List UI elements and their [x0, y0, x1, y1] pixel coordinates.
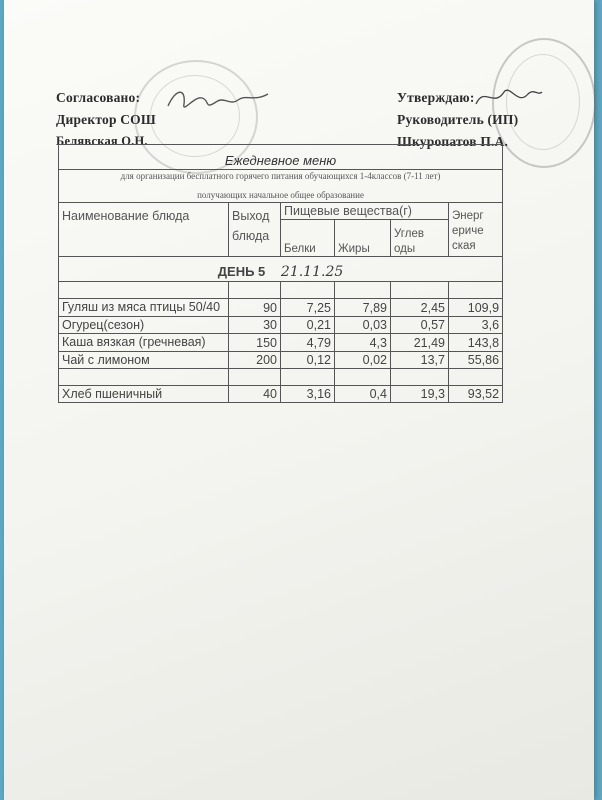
dish-protein: 7,25: [281, 299, 335, 317]
day-row: [59, 257, 503, 282]
manager-name: Шкуропатов П.А.: [397, 134, 509, 149]
dish-fat: 4,3: [335, 334, 391, 352]
col-energy-line3: ская: [452, 240, 476, 252]
col-fat: Жиры: [335, 220, 391, 257]
signature-right: [474, 82, 544, 112]
col-carbs: [391, 220, 449, 257]
menu-subtitle-line1: для организации бесплатного горячего питания обучающихся 1-4классов (7-11 лет): [120, 171, 441, 181]
col-yield-line2: блюда: [232, 229, 270, 243]
handwritten-date: 21.11.25: [280, 264, 344, 280]
col-protein: Белки: [281, 220, 335, 257]
dish-carbs: 0,57: [391, 317, 449, 334]
dish-carbs: 2,45: [391, 299, 449, 317]
dish-energy: 109,9: [449, 299, 503, 317]
dish-name: Огурец(сезон): [59, 317, 229, 334]
col-energy: [449, 203, 503, 257]
dish-energy: 3,6: [449, 317, 503, 334]
dish-name: Гуляш из мяса птицы 50/40: [59, 299, 229, 317]
dish-fat: 7,89: [335, 299, 391, 317]
dish-protein: 4,79: [281, 334, 335, 352]
paper-sheet: [4, 0, 594, 800]
dish-name: Каша вязкая (гречневая): [59, 334, 229, 352]
col-yield: [229, 203, 281, 257]
director-position: Директор СОШ: [56, 112, 156, 127]
col-energy-line2: ериче: [452, 225, 484, 237]
col-energy-line1: Энерг: [452, 210, 484, 222]
dish-name: Хлеб пшеничный: [59, 386, 229, 403]
dish-carbs: 21,49: [391, 334, 449, 352]
dish-yield: 90: [229, 299, 281, 317]
table-row: [59, 352, 503, 369]
col-carbs-line1: Углев: [394, 228, 424, 240]
menu-title: Ежедневное меню: [59, 145, 503, 170]
day-label: ДЕНЬ 5: [217, 264, 266, 279]
table-row: [59, 317, 503, 334]
table-row: [59, 299, 503, 317]
dish-carbs: 19,3: [391, 386, 449, 403]
dish-carbs: 13,7: [391, 352, 449, 369]
col-yield-line1: Выход: [232, 209, 270, 223]
col-dish: Наименование блюда: [59, 203, 229, 257]
menu-subtitle-line2: получающих начальное общее образование: [197, 190, 364, 200]
table-row: [59, 386, 503, 403]
dish-protein: 0,21: [281, 317, 335, 334]
menu-subtitle: [59, 170, 503, 203]
dish-protein: 0,12: [281, 352, 335, 369]
dish-energy: 143,8: [449, 334, 503, 352]
manager-position: Руководитель (ИП): [397, 112, 519, 127]
dish-fat: 0,03: [335, 317, 391, 334]
dish-energy: 55,86: [449, 352, 503, 369]
dish-fat: 0,4: [335, 386, 391, 403]
agreed-label: Согласовано:: [56, 90, 141, 105]
dish-protein: 3,16: [281, 386, 335, 403]
col-nutrients: Пищевые вещества(г): [281, 203, 449, 220]
approved-label: Утверждаю:: [397, 90, 475, 105]
dish-yield: 200: [229, 352, 281, 369]
dish-fat: 0,02: [335, 352, 391, 369]
dish-name: Чай с лимоном: [59, 352, 229, 369]
menu-table: [58, 144, 503, 403]
dish-energy: 93,52: [449, 386, 503, 403]
dish-yield: 150: [229, 334, 281, 352]
table-row: [59, 334, 503, 352]
dish-yield: 40: [229, 386, 281, 403]
director-name: Белявская О.Н.: [56, 134, 148, 148]
signature-left: [164, 82, 274, 118]
col-carbs-line2: оды: [394, 243, 416, 255]
dish-yield: 30: [229, 317, 281, 334]
